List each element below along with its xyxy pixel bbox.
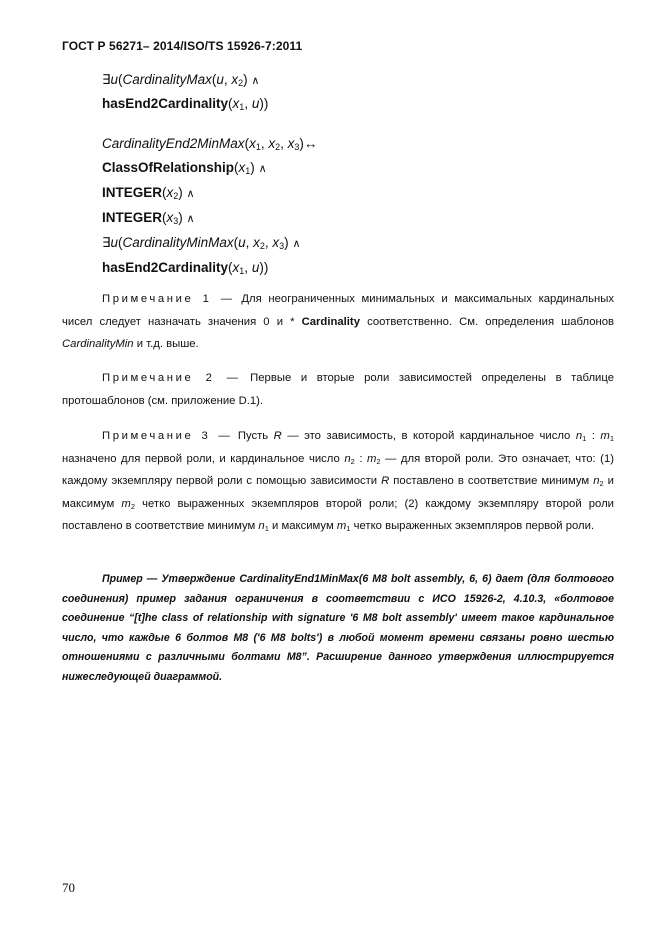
formula-exists-cardinality-max: ∃u(CardinalityMax(u, $x_2$) ∧ [102, 72, 260, 88]
example-paragraph: Пример — Утверждение CardinalityEnd1MinMax(6 M8 bolt assembly, 6, 6) дает (для болтового соединения) пример задания ограничения в соответствии с ИСО 15926-2, 4.10.3, «болтовое соединение “[t]he class of relationship with signature '6 M8 bolt assembly' имеет такое кардинальное число, что каждые 6 болтов М8 ('6 M8 bolts') в любой момент времени связаны ровно шестью отношениями с различными болтами М8”. Расширение данного утверждения иллюстрируется нижеследующей диаграммой. [62, 573, 614, 683]
note-1: Примечание 1 — Для неограниченных минимальных и максимальных кардинальных чисел следует назначать значения 0 и * Cardinality соответственно. См. определения шаблонов CardinalityMin и т.д. выше. [62, 293, 614, 350]
definition-line-class-of-relationship: $ClassOfRelationship(x_1)$ ∧ [102, 160, 267, 176]
note-3: Примечание 3 — Пусть R — это зависимость, в которой кардинальное число n1 : m1 назначено для первой роли, и кардинальное число n2 : m2 — для второй роли. Это означает, что: (1) каждому экземпляру первой роли с помощью зависимости R поставлено в соответствие минимум n2 и максимум m2 четко выраженных экземпляров второй роли; (2) каждому экземпляру второй роли поставлено в соответствие минимум n1 и максимум m1 четко выраженных экземпляров первой роли. [62, 430, 614, 533]
definition-line-integer-x3: $INTEGER(x_3)$ ∧ [102, 210, 195, 226]
document-header: ГОСТ Р 56271– 2014/ISO/TS 15926-7:2011 [62, 39, 303, 53]
definition-head: $CardinalityEnd2MinMax(x_1$, $x_2$, $x_3)\leftrightarrow$ [102, 136, 318, 152]
formula-has-end2-cardinality: $hasEnd2Cardinality(x_1$, u)) [102, 96, 269, 112]
definition-line-integer-x2: $INTEGER(x_2)$ ∧ [102, 185, 195, 201]
definition-line-exists-min-max: ∃u(CardinalityMinMax(u, $x_2$, $x_3$) ∧ [102, 235, 301, 251]
note-2: Примечание 2 — Первые и вторые роли зависимостей определены в таблице протошаблонов (см. приложение D.1). [62, 372, 614, 407]
page-number: 70 [62, 880, 75, 895]
definition-line-has-end2-cardinality: $hasEnd2Cardinality(x_1$, u)) [102, 260, 269, 276]
